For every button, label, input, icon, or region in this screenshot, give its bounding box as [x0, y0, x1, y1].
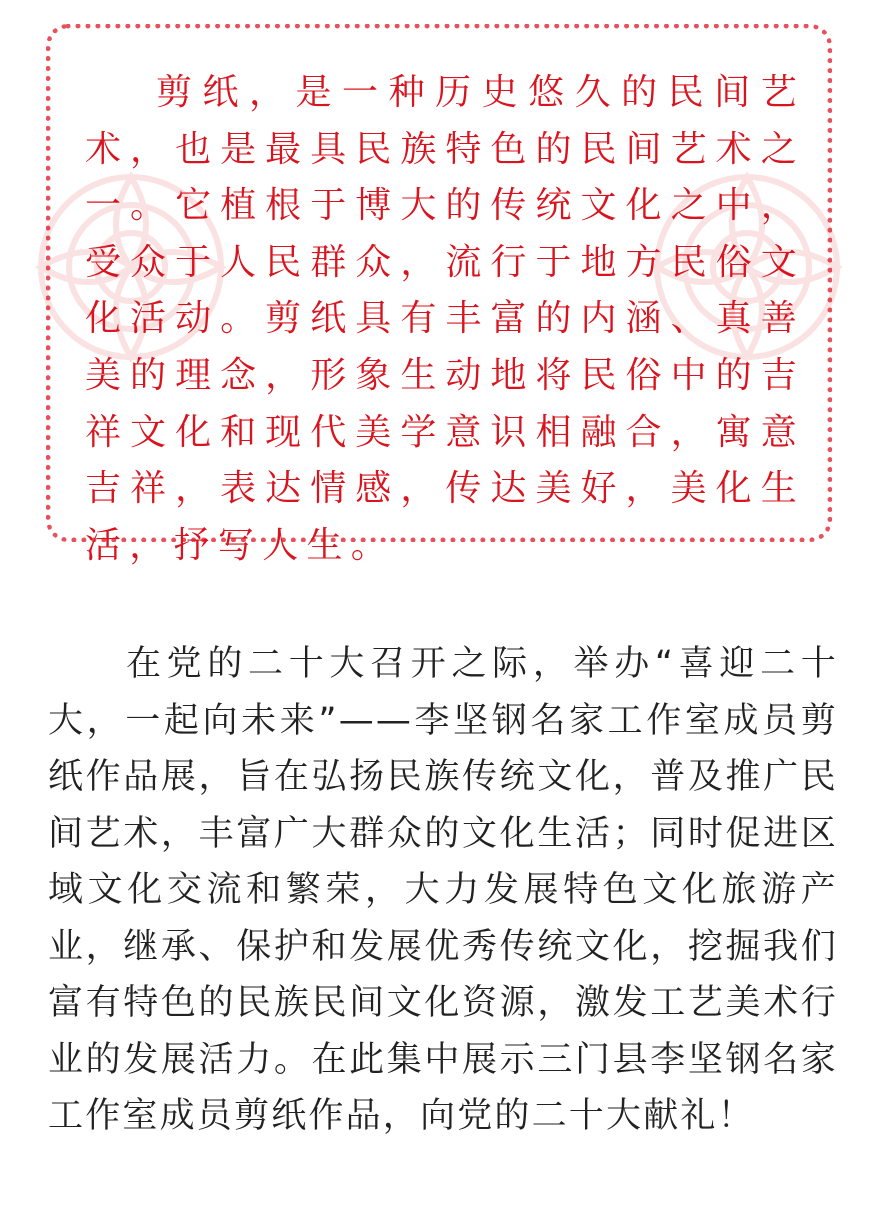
intro-paragraph: 剪纸，是一种历史悠久的民间艺术，也是最具民族特色的民间艺术之一。它植根于博大的传统文化之中，受众于人民群众，流行于地方民俗文化活动。剪纸具有丰富的内涵、真善美的理念，形象生动地将民俗中的吉祥文化和现代美学意识相融合，寓意吉祥，表达情感，传达美好，美化生活，抒写人生。 — [85, 72, 805, 566]
intro-card — [46, 24, 832, 566]
article-paragraph: 在党的二十大召开之际，举办“喜迎二十大，一起向未来”——李坚钢名家工作室成员剪纸作品展，旨在弘扬民族传统文化，普及推广民间艺术，丰富广大群众的文化生活；同时促进区域文化交流和繁荣，大力发展特色文化旅游产业，继承、保护和发展优秀传统文化，挖掘我们富有特色的民族民间文化资源，激发工艺美术行业的发展活力。在此集中展示三门县李坚钢名家工作室成员剪纸作品，向党的二十大献礼！ — [48, 644, 838, 1136]
